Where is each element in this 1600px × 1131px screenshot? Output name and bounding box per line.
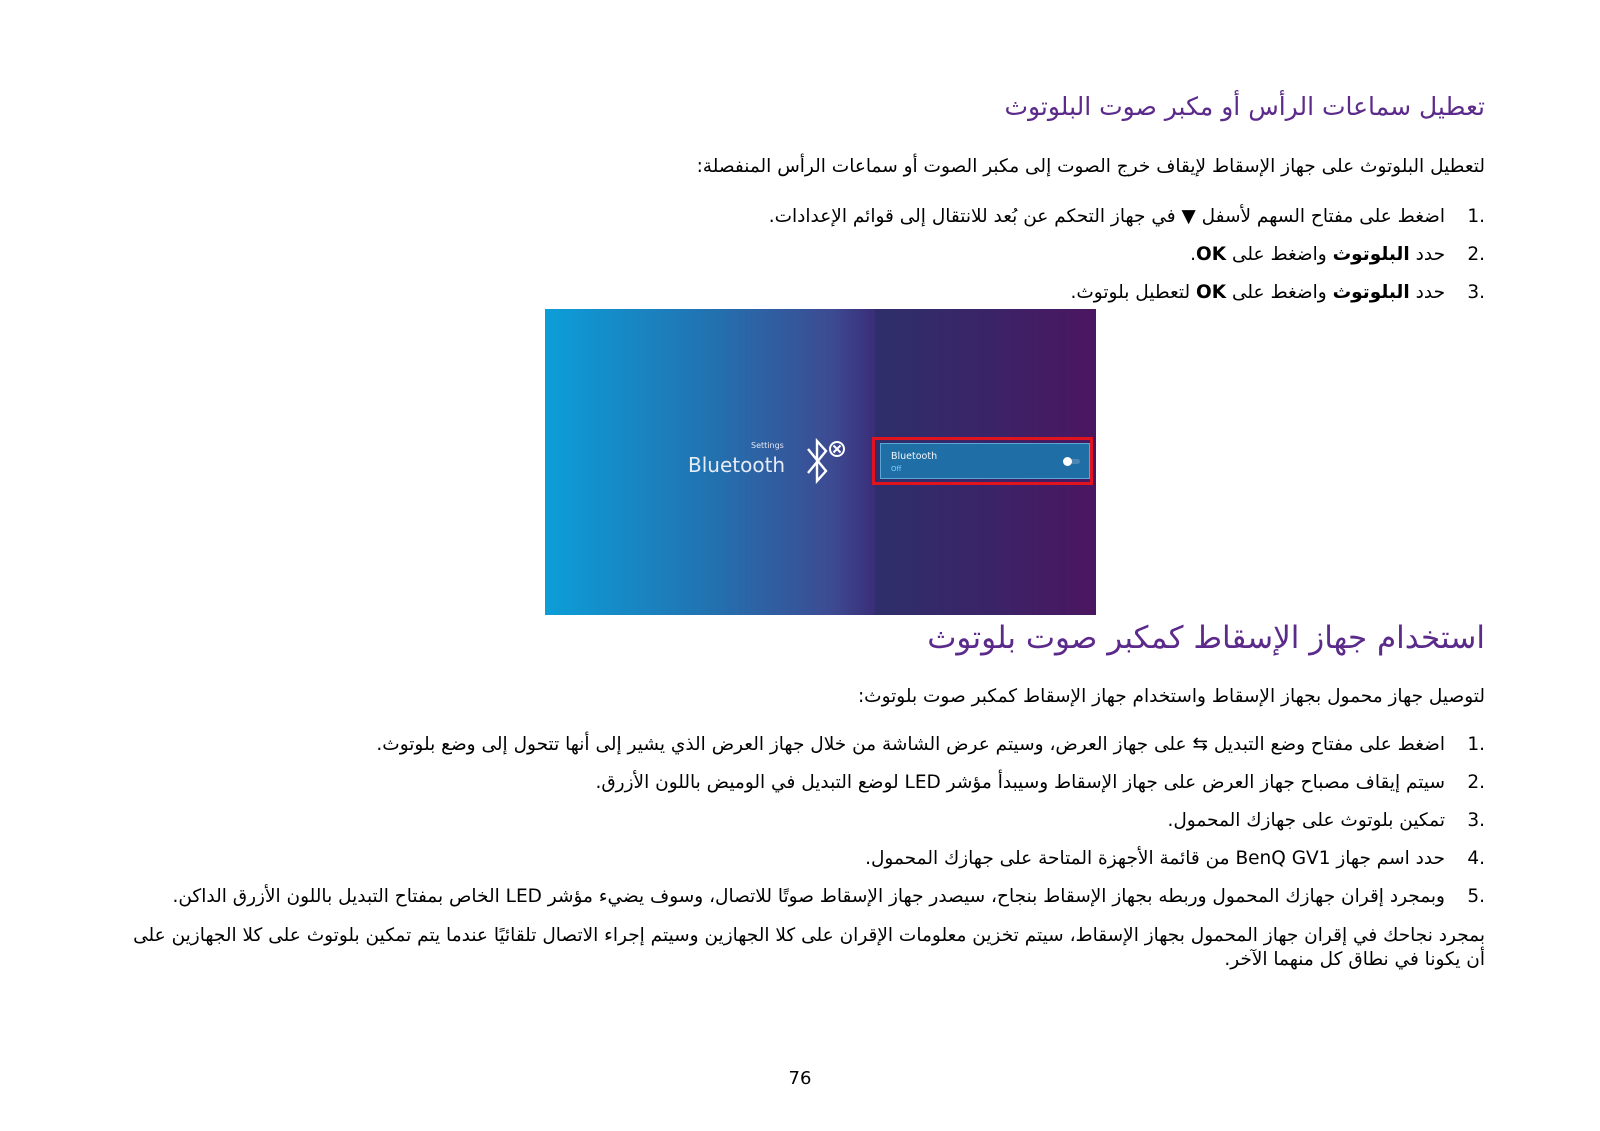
section2-step-3: [115, 802, 1485, 840]
step-bold-ok: OK: [1196, 244, 1227, 265]
section2-intro: لتوصيل جهاز محمول بجهاز الإسقاط واستخدام جهاز الإسقاط كمكبر صوت بلوتوث:: [857, 686, 1485, 707]
step-bold-ok: OK: [1196, 282, 1227, 303]
section1-steps: [115, 198, 1485, 312]
settings-label: Settings: [751, 441, 784, 450]
step-number: 3.: [1467, 282, 1485, 303]
bluetooth-title: Bluetooth: [688, 453, 786, 477]
step-text-mid: واضغط على: [1226, 244, 1333, 265]
section1-step-2: [115, 236, 1485, 274]
step-text: سيتم إيقاف مصباح جهاز العرض على جهاز الإسقاط وسيبدأ مؤشر LED لوضع التبديل في الوميض باللون الأزرق.: [595, 772, 1445, 793]
section1-step-1: [115, 198, 1485, 236]
step-text-post: لتعطيل بلوتوث.: [1070, 282, 1197, 303]
page-number: 76: [788, 1068, 812, 1089]
pairing-note: بمجرد نجاحك في إقران جهاز المحمول بجهاز الإسقاط، سيتم تخزين معلومات الإقران على كلا الجهازين وسيتم إجراء الاتصال تلقائيًا عندما يتم تمكين بلوتوث على كلا الجهازين على أن يكونا في نطاق كل منهما الآخر.: [133, 925, 1485, 970]
step-number: 3.: [1467, 810, 1485, 831]
step-text-pre: حدد: [1409, 244, 1445, 265]
section2-step-4: [115, 840, 1485, 878]
section2-step-2: [115, 764, 1485, 802]
step-bold-bluetooth: البلوتوث: [1332, 282, 1410, 303]
section1-step-3: [115, 274, 1485, 312]
bluetooth-off-icon: [800, 435, 850, 491]
step-number: 2.: [1467, 772, 1485, 793]
step-bold-bluetooth: البلوتوث: [1332, 244, 1410, 265]
step-text-mid: واضغط على: [1226, 282, 1333, 303]
step-number: 2.: [1467, 244, 1485, 265]
bluetooth-settings-screenshot: [545, 309, 1096, 615]
step-text: وبمجرد إقران جهازك المحمول وربطه بجهاز الإسقاط بنجاح، سيصدر جهاز الإسقاط صوتًا للاتصال، وسوف يضيء مؤشر LED الخاص بمفتاح التبديل باللون الأزرق الداكن.: [172, 886, 1445, 907]
highlight-box: [872, 437, 1093, 485]
step-text-pre: حدد: [1409, 282, 1445, 303]
section2-steps: [115, 726, 1485, 916]
step-number: 1.: [1467, 206, 1485, 227]
section2-step-5: [115, 878, 1485, 916]
step-text: اضغط على مفتاح السهم لأسفل ▼ في جهاز التحكم عن بُعد للانتقال إلى قوائم الإعدادات.: [768, 206, 1445, 227]
step-text: حدد اسم جهاز BenQ GV1 من قائمة الأجهزة المتاحة على جهازك المحمول.: [865, 848, 1445, 869]
section1-intro: لتعطيل البلوتوث على جهاز الإسقاط لإيقاف خرج الصوت إلى مكبر الصوت أو سماعات الرأس المنفصلة:: [696, 156, 1485, 177]
tile-bluetooth-label: Bluetooth: [891, 451, 938, 462]
section-title-bluetooth-speaker: استخدام جهاز الإسقاط كمكبر صوت بلوتوث: [927, 620, 1485, 656]
section-title-disable-bluetooth: تعطيل سماعات الرأس أو مكبر صوت البلوتوث: [1004, 92, 1485, 121]
step-number: 4.: [1467, 848, 1485, 869]
step-text: تمكين بلوتوث على جهازك المحمول.: [1167, 810, 1445, 831]
step-number: 1.: [1467, 734, 1485, 755]
step-text-post: .: [1190, 244, 1197, 265]
tile-status-off: Off: [891, 465, 902, 473]
step-text: اضغط على مفتاح وضع التبديل ⇆ على جهاز العرض، وسيتم عرض الشاشة من خلال جهاز العرض الذي يشير إلى أنها تتحول إلى وضع بلوتوث.: [376, 734, 1445, 755]
section2-step-1: [115, 726, 1485, 764]
step-number: 5.: [1467, 886, 1485, 907]
